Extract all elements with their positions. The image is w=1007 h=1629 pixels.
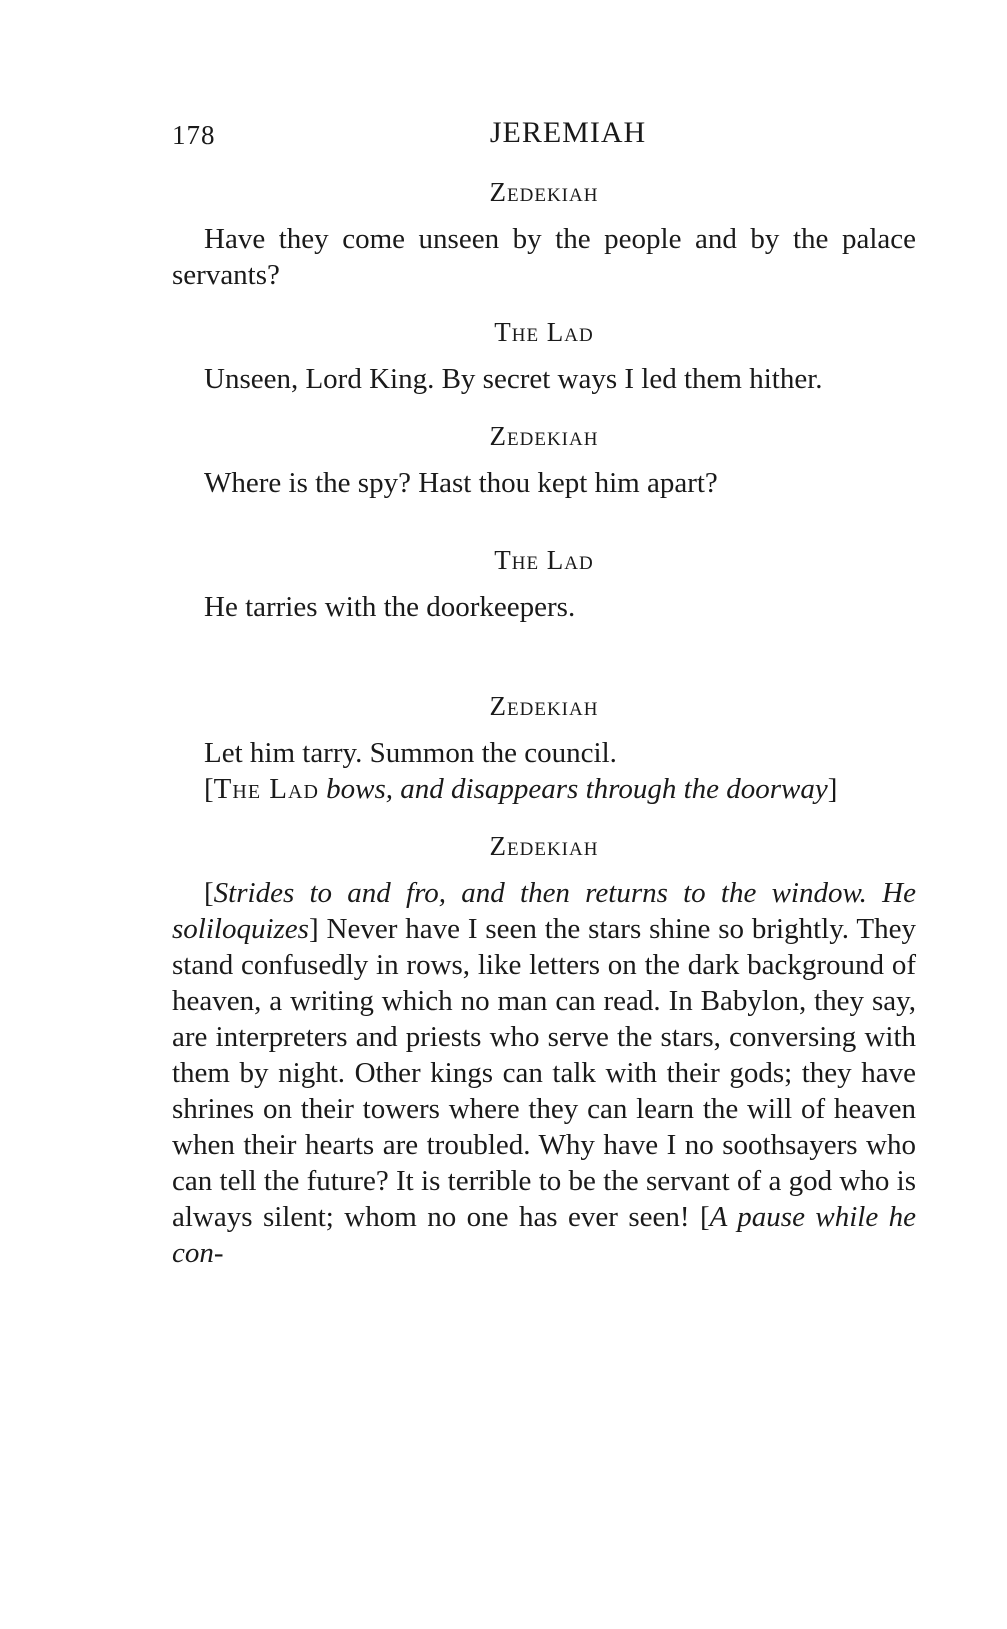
stage-direction-italic: A pause while he con-: [172, 1201, 916, 1269]
speaker-heading: Zedekiah: [489, 831, 599, 861]
stage-direction-italic: Strides to and fro, and then returns to the window. He soliloquizes: [172, 877, 916, 945]
speaker-heading: Zedekiah: [489, 177, 599, 207]
character-name: The Lad: [213, 773, 319, 805]
speech-line: Where is the spy? Hast thou kept him apart?: [204, 467, 718, 499]
stage-direction: [172, 771, 916, 807]
bracket-close: ]: [827, 773, 838, 805]
speaker-heading: The Lad: [494, 545, 594, 575]
play-text: [172, 175, 916, 1271]
running-title: JEREMIAH: [489, 116, 647, 149]
speech-line: Have they come unseen by the people and by the palace servants?: [172, 223, 916, 291]
soliloquy-text: Never have I seen the stars shine so brightly. They stand confusedly in rows, like letters on the dark background of heaven, a writing which no man can read. In Babylon, they say, are interpreters and priests who serve the stars, conversing with them by night. Other kings can talk with their gods; they have shrines on their towers where they can learn the will of heaven when their hearts are troubled. Why have I no soothsayers who can tell the future? It is terrible to be the servant of a god who is always silent; whom no one has ever seen!: [172, 913, 916, 1233]
stage-direction-italic: bows, and disappears through the doorway: [318, 773, 828, 805]
soliloquy-paragraph: [172, 875, 916, 1271]
speech-line: Let him tarry. Summon the council.: [204, 737, 617, 769]
speaker-heading: The Lad: [494, 317, 594, 347]
speaker-heading: Zedekiah: [489, 691, 599, 721]
bracket-open: [: [204, 773, 214, 805]
running-head: [172, 112, 916, 162]
bracket-open: [: [699, 1201, 710, 1233]
page-number: 178: [172, 120, 216, 150]
bracket-close: ]: [308, 913, 319, 945]
speaker-heading: Zedekiah: [489, 421, 599, 451]
speech-line: Unseen, Lord King. By secret ways I led them hither.: [204, 363, 823, 395]
bracket-open: [: [204, 877, 214, 909]
speech-line: He tarries with the doorkeepers.: [204, 591, 576, 623]
